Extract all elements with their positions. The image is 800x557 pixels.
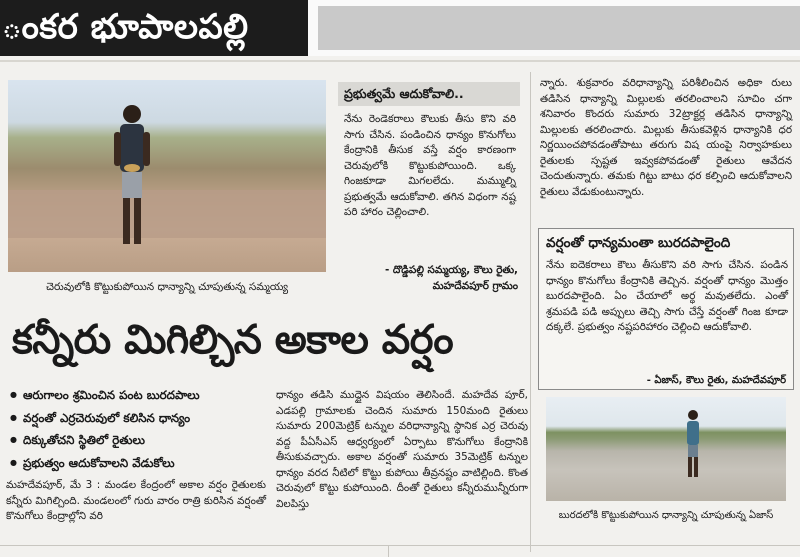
flood-water: [8, 190, 326, 238]
article-body-left: మహదేవపూర్, మే 3 : మండల కేంద్రంలో అకాల వర్షం రైతులకు కన్నీరు మిగిల్చింది. మండలంలో గురు వారం రాత్రి కురిసిన వర్షంతో కొనుగోలు కేంద్రాల్లోని వరి: [6, 479, 266, 522]
highlight-item: ● ఆరుగాలం శ్రమించిన పంట బురదపాలు: [10, 384, 268, 407]
sidebar-attribution: - దొడ్డిపల్లి సమ్మయ్య, కౌలు రైతు, మహదేవపూర్ గ్రామం: [384, 264, 518, 292]
highlight-item: ● ప్రభుత్వం ఆదుకోవాలని వేడుకోలు: [10, 452, 268, 475]
bottom-divider: [0, 545, 800, 546]
top-divider: [0, 60, 800, 62]
farmer-photo: [8, 80, 326, 272]
column-divider: [530, 72, 531, 552]
field-photo: [546, 397, 786, 501]
quote-box-body: నేను ఐదెకరాలు కౌలు తీసుకొని వరి సాగు చేసిన. పండిన ధాన్యం కొనుగోలు కేంద్రానికి తెచ్చిన. వర్షంతో ధాన్యం మొత్తం బురదపాలైంది. ఏం చేయాలో అర్థ మవుతలేదు. ఎంతో శ్రమపడి పడి అప్పులు తెచ్చి సాగు చేస్తే వర్షంతో గింజ కూడా దక్కలే. ప్రభుత్వం నష్టపరిహారం చెల్లించి ఆదుకోవాలి.: [546, 259, 788, 333]
highlights-list: [10, 384, 268, 474]
farmer-figure-2: [684, 409, 702, 479]
headline: కన్నీరు మిగిల్చిన అకాల వర్షం: [12, 317, 454, 363]
sidebar-title: ప్రభుత్వమే ఆదుకోవాలి..: [338, 82, 520, 106]
highlight-item: ● దిక్కుతోచని స్థితిలో రైతులు: [10, 429, 268, 452]
article-body-right: న్నారు. శుక్రవారం వరిధాన్యాన్ని పరిశీలించిన అధికా రులు తడిసిన ధాన్యాన్ని మిల్లులకు తరలించాలని సూచిం చగా శనివారం కొందరు సుమారు 32ట్రాక్టర్ల తడిసిన ధాన్యాన్ని మిల్లులకు తరలించారు. మిల్లుకు తీసుకవెళ్లిన ధాన్యానికి ధర నిర్ణయించపోవడంతోపాటు తరుగు విష యంపై నిర్వాహకులు రైతులకు స్పష్టత ఇవ్వకపోవడంతో రైతులు ఆవేదన చెందుతున్నారు. తమకు గిట్టు బాటు ధర కల్పించి ఆదుకోవాలని రైతులు వేడుకుంటున్నారు.: [540, 77, 792, 198]
farmer-figure: [111, 102, 153, 252]
field-photo-caption: బురదలోకి కొట్టుకుపోయిన ధాన్యాన్ని చూపుతున్న ఏజాస్: [558, 510, 774, 521]
bottom-column-divider: [388, 545, 389, 557]
banner-grey-panel: [318, 6, 800, 50]
sidebar-body: నేను రెండెకరాలు కౌలుకు తీసు కొని వరి సాగు చేసిన. పండించిన ధాన్యం కొనుగోలు కేంద్రానికి తీసుక వస్తే వర్షం కారణంగా చెరువులోకి కొట్టుకుపోయింది. ఒక్క గింజకూడా మిగలలేదు. మమ్ముల్ని ప్రభుత్వమే ఆదుకోవాలి. తగిన విధంగా నష్ట పరి హారం చెల్లించాలి.: [344, 113, 516, 218]
section-title: ంకర భూపాలపల్లి: [2, 7, 249, 47]
photo-caption: చెరువులోకి కొట్టుకుపోయిన ధాన్యాన్ని చూపుతున్న సమ్మయ్య: [8, 276, 326, 298]
article-body-middle: ధాన్యం తడిసి ముద్దైన విషయం తెలిసిందే. మహదేవ పూర్, ఎడపల్లి గ్రామాలకు చెందిన సుమారు 150మంది రైతులు సుమారు 200మెట్రిక్ టన్నుల వరిధాన్యాన్ని స్థానిక ఎర్ర చెరువు వద్ద పీఏసీఎస్ ఆధ్వర్యంలో ఏర్పాటు కొనుగోలు కేంద్రానికి తీసుకువచ్చారు. అకాల వర్షంతో సుమారు 35మెట్రిక్ టన్నుల ధాన్యం వరద నీటిలో కొట్టు కుపోయి తీవ్రనష్టం వాటిల్లింది. కొంత చెరువులో కొట్టు కుపోయింది. దీంతో రైతులు కన్నీరుమున్నీరుగా విలపిస్తు: [276, 389, 528, 510]
quote-box-title: వర్షంతో ధాన్యమంతా బురదపాలైంది: [546, 235, 731, 251]
quote-box-attribution: - ఏజాస్, కౌలు రైతు, మహదేవపూర్: [646, 375, 786, 386]
highlight-item: ● వర్షంతో ఎర్రచెరువులో కలిసిన ధాన్యం: [10, 407, 268, 430]
